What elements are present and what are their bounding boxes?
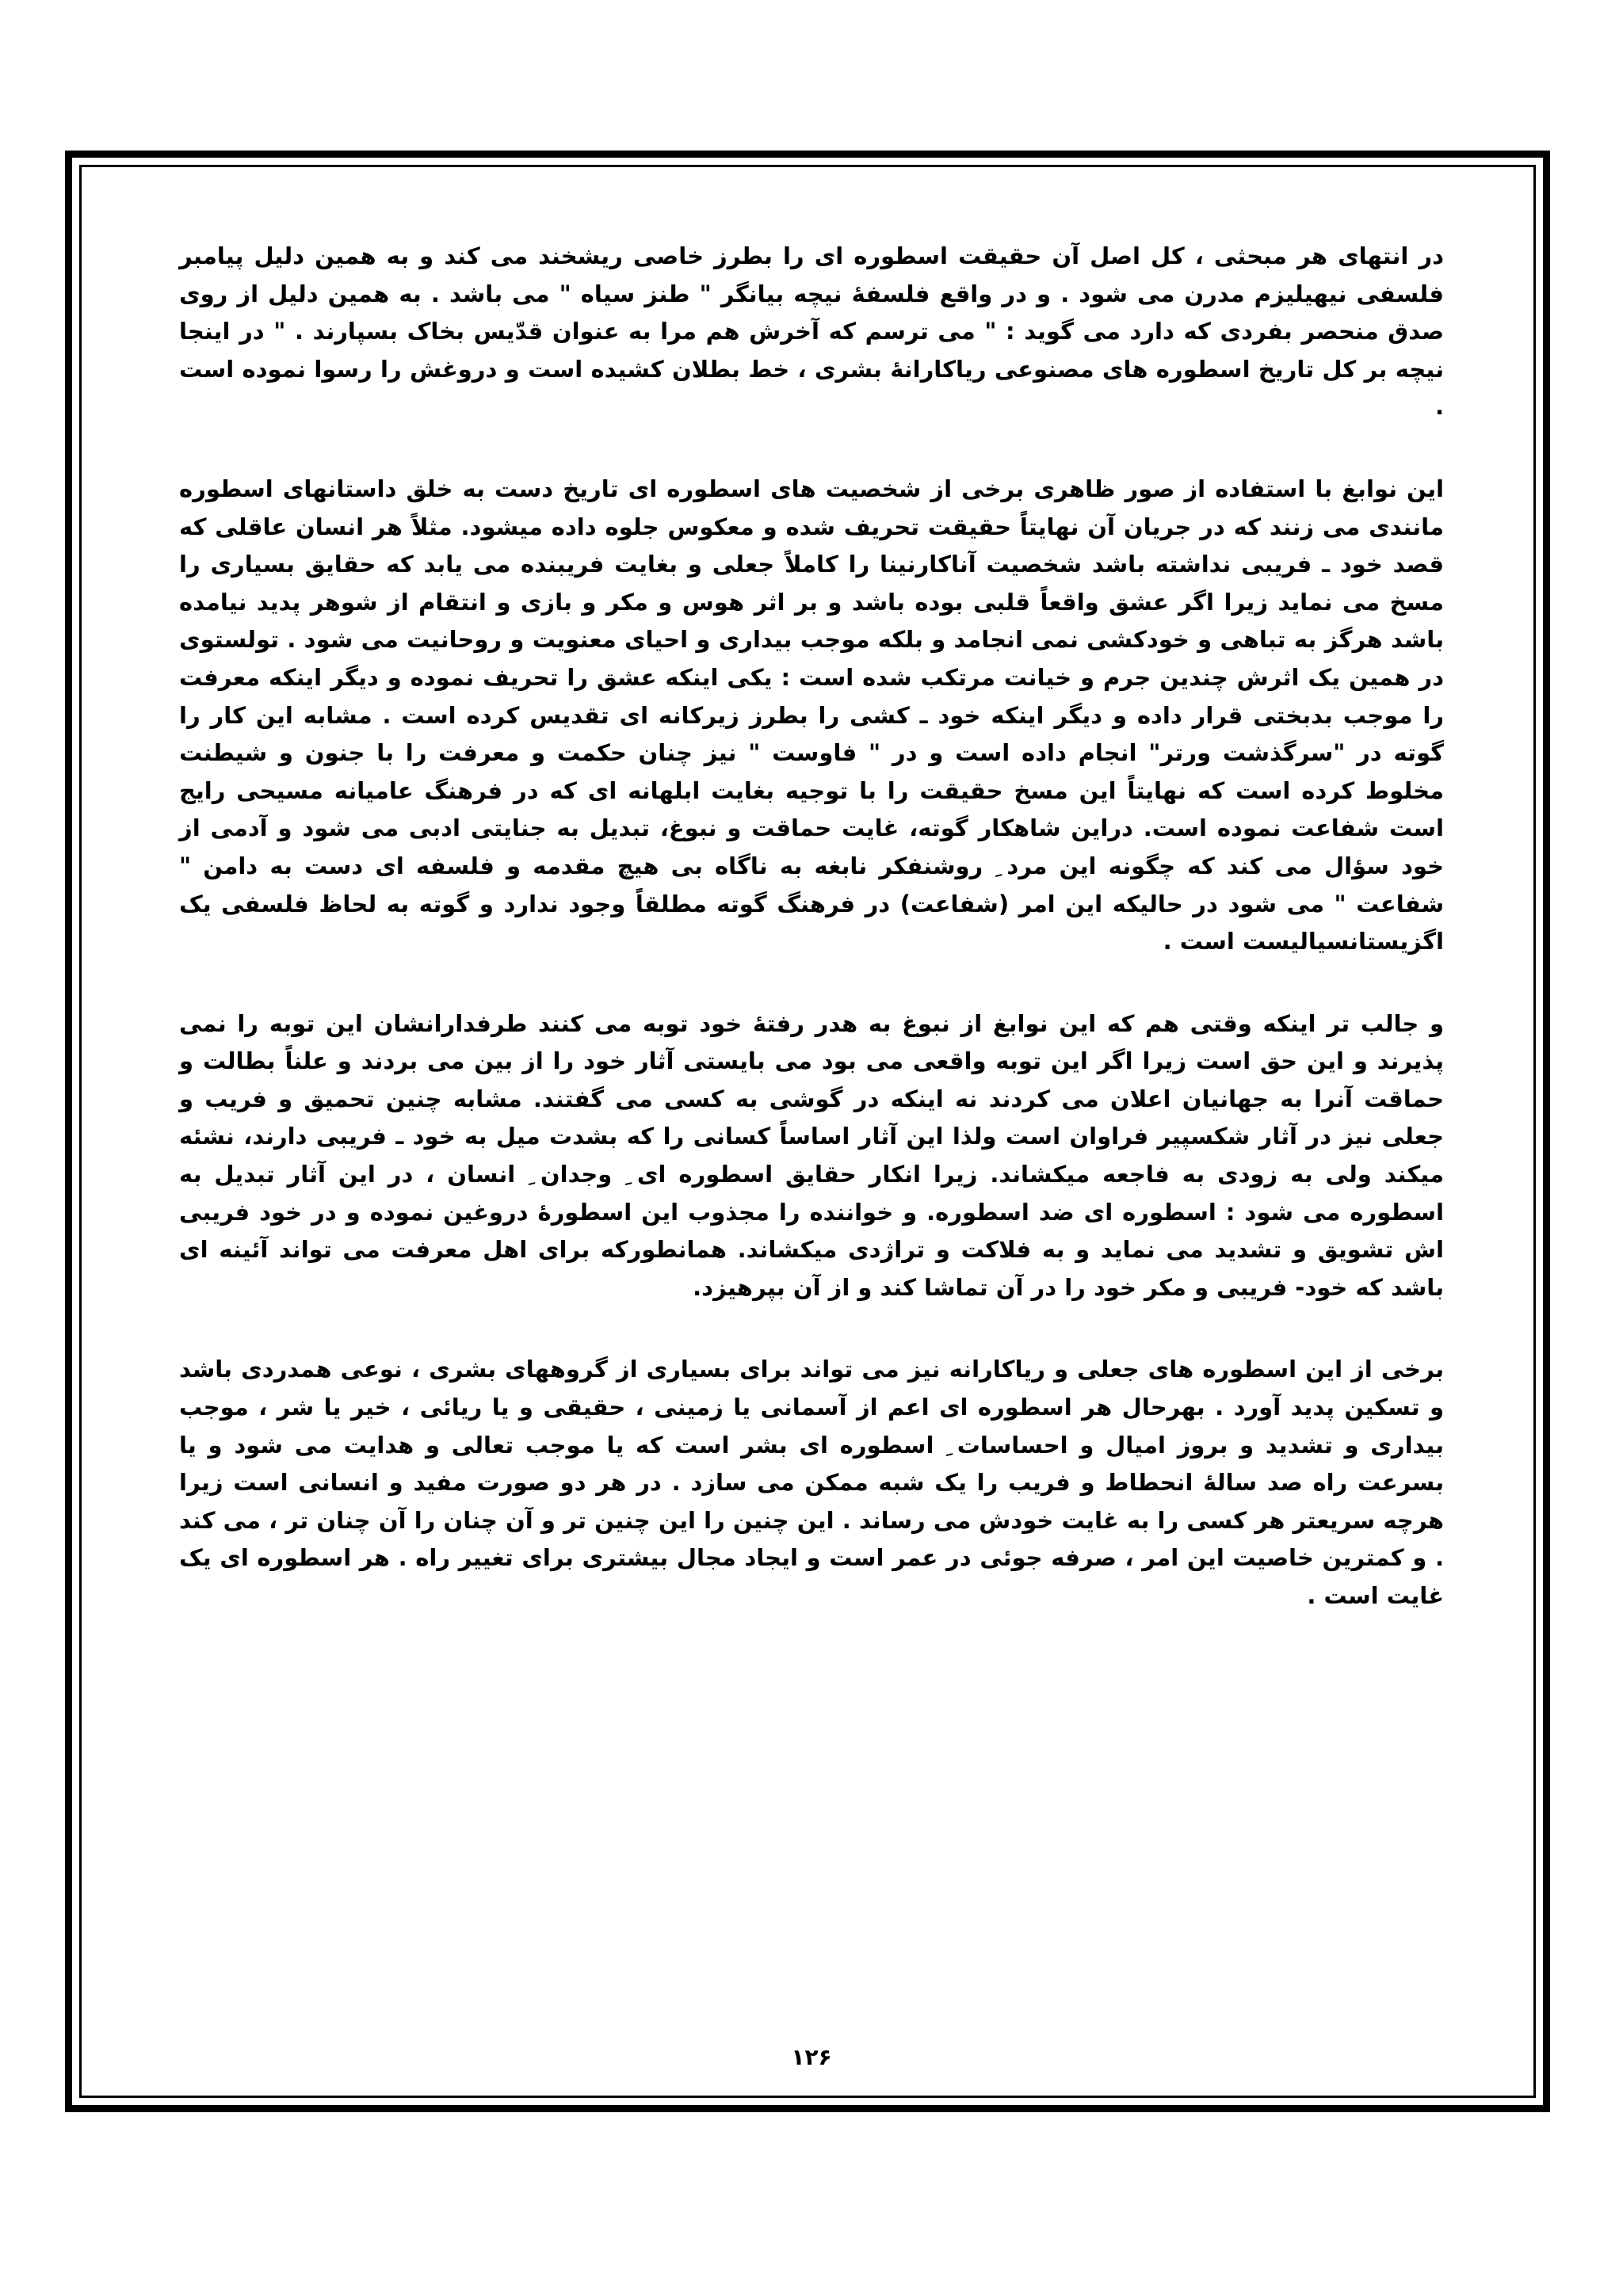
page-number: ۱۲۶ (791, 2044, 832, 2070)
paragraph-2: این نوابغ با استفاده از صور ظاهری برخی از شخصیت های اسطوره ای تاریخ دست به خلق داستانهای اسطوره مانندی می زنند که در جریان آن نهایتاً حقیقت تحریف شده و معکوس جلوه داده میشود. مثلاً هر انسان عاقلی که قصد خود ـ فریبی نداشته باشد شخصیت آناکارنینا را کاملاً جعلی و بغایت فریبنده می یابد که حقایق بسیاری را مسخ می نماید زیرا اگر عشق واقعاً قلبی بوده باشد و بر اثر هوس و مکر و بازی و انتقام از شوهر پدید نیامده باشد هرگز به تباهی و خودکشی نمی انجامد و بلکه موجب بیداری و احیای معنویت و روحانیت می شود . تولستوی در همین یک اثرش چندین جرم و خیانت مرتکب شده است : یکی اینکه عشق را تحریف نموده و دیگر اینکه معرفت را موجب بدبختی قرار داده و دیگر اینکه خود ـ کشی را بطرز زیرکانه ای تقدیس کرده است . مشابه این کار را گوته در "سرگذشت ورتر" انجام داده است و در " فاوست " نیز چنان حکمت و معرفت را با جنون و شیطنت مخلوط کرده است که نهایتاً این مسخ حقیقت را با توجیه بغایت ابلهانه ای که در فرهنگ عامیانه مسیحی رایج است شفاعت نموده است. دراین شاهکار گوته، غایت حماقت و نبوغ، تبدیل به جنایتی ادبی می شود و آدمی از خود سؤال می کند که چگونه این مرد ِ روشنفکر نابغه به ناگاه بی هیچ مقدمه و فلسفه ای دست به دامن " شفاعت " می شود در حالیکه این امر (شفاعت) در فرهنگ گوته مطلقاً وجود ندارد و گوته به لحاظ فلسفی یک اگزیستانسیالیست است . (179, 475, 1444, 955)
document-body (179, 238, 1444, 1660)
paragraph-1: در انتهای هر مبحثی ، کل اصل آن حقیقت اسطوره ای را بطرز خاصی ریشخند می کند و به همین دلیل پیامبر فلسفی نیهیلیزم مدرن می شود . و در واقع فلسفهٔ نیچه بیانگر " طنز سیاه " می باشد . به همین دلیل از روی صدق منحصر بفردی که دارد می گوید : " می ترسم که آخرش هم مرا به عنوان قدّیس بخاک بسپارند . " در اینجا نیچه بر کل تاریخ اسطوره های مصنوعی ریاکارانهٔ بشری ، خط بطلان کشیده است و دروغش را رسوا نموده است . (179, 242, 1444, 421)
paragraph-4: برخی از این اسطوره های جعلی و ریاکارانه نیز می تواند برای بسیاری از گروههای بشری ، نوعی همدردی باشد و تسکین پدید آورد . بهرحال هر اسطوره ای اعم از آسمانی یا زمینی ، حقیقی و یا ریائی ، خیر یا شر ، موجب بیداری و تشدید و بروز امیال و احساسات ِ اسطوره ای بشر است که یا موجب تعالی و هدایت می شود و یا بسرعت راه صد سالهٔ انحطاط و فریب را یک شبه ممکن می سازد . در هر دو صورت مفید و انسانی است زیرا هرچه سریعتر هر کسی را به غایت خودش می رساند . این چنین را این چنین تر و آن چنان را آن چنان تر ، می کند . و کمترین خاصیت این امر ، صرفه جوئی در عمر است و ایجاد مجال بیشتری برای تغییر راه . هر اسطوره ای یک غایت است . (179, 1356, 1444, 1609)
paragraph-3: و جالب تر اینکه وقتی هم که این نوابغ از نبوغ به هدر رفتهٔ خود توبه می کنند طرفدارانشان این توبه را نمی پذیرند و این حق است زیرا اگر این توبه واقعی می بود می بایستی آثار خود را از بین می بردند و علناً بطالت و حماقت آنرا به جهانیان اعلان می کردند نه اینکه در گوشی به کسی می گفتند. مشابه چنین تحمیق و فریب و جعلی نیز در آثار شکسپیر فراوان است ولذا این آثار اساساً کسانی را که بشدت میل به خود ـ فریبی دارند، نشئه میکند ولی به زودی به فاجعه میکشاند. زیرا انکار حقایق اسطوره ای ِ وجدان ِ انسان ، در این آثار تبدیل به اسطوره می شود : اسطوره ای ضد اسطوره. و خواننده را مجذوب این اسطورهٔ دروغین نموده و در خود فریبی اش تشویق و تشدید می نماید و به فلاکت و تراژدی میکشاند. همانطورکه برای اهل معرفت می تواند آئینه ای باشد که خود- فریبی و مکر خود را در آن تماشا کند و از آن بپرهیزد. (179, 1009, 1444, 1301)
